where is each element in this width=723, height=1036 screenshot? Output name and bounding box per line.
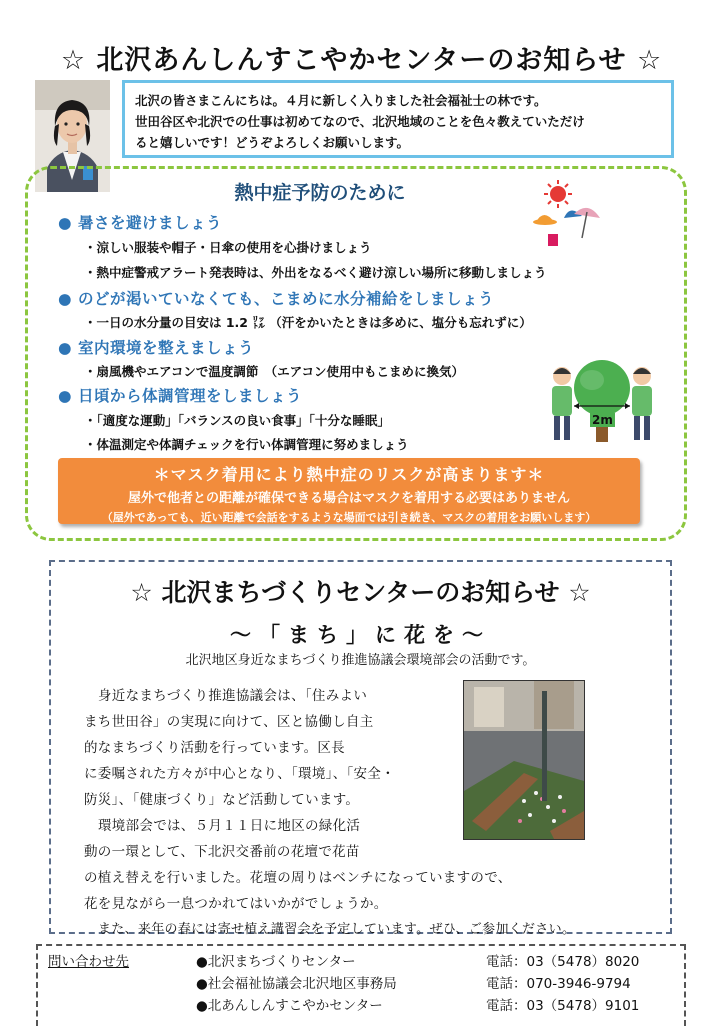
body-line: 動の一環として、下北沢交番前の花壇で花苗 — [84, 844, 360, 860]
machizukuri-subtitle: ～「まち」に花を～ — [230, 623, 491, 647]
machizukuri-lead: 北沢地区身近なまちづくり推進協議会環境部会の活動です。 — [185, 653, 536, 668]
heat-item: ・扇風機やエアコンで温度調節 （エアコン使用中もこまめに換気） — [84, 364, 465, 379]
contact-phone: 電話：070-3946-9794 — [486, 976, 631, 992]
body-line: の植え替えを行いました。花壇の周りはベンチになっていますので、 — [84, 870, 512, 886]
heat-item: ・体温測定や体調チェックを行い体調管理に努めましょう — [84, 437, 409, 452]
body-line: 環境部会では、５月１１日に地区の緑化活 — [98, 818, 361, 834]
page-title: ☆ 北沢あんしんすこやかセンターのお知らせ ☆ — [60, 45, 663, 76]
social-distance-illustration — [548, 358, 658, 444]
body-line: 花を見ながら一息つかれてはいかがでしょうか。 — [84, 896, 388, 912]
mask-warning-note: （屋外であっても、近い距離で会話をするような場面では引き続き、マスクの着用をお願いします） — [101, 511, 597, 524]
heat-item: ・涼しい服装や帽子・日傘の使用を心掛けましょう — [84, 240, 372, 255]
heat-item: ・熱中症警戒アラート発表時は、外出をなるべく避け涼しい場所に移動しましょう — [84, 265, 547, 280]
heatstroke-title: 熱中症予防のために — [234, 182, 406, 204]
mask-warning-line: 屋外で他者との距離が確保できる場合はマスクを着用する必要はありません — [127, 491, 570, 506]
machizukuri-title: ☆ 北沢まちづくりセンターのお知らせ ☆ — [130, 578, 591, 607]
contact-name: ●北沢まちづくりセンター — [196, 954, 356, 970]
contact-phone: 電話：03（5478）8020 — [486, 954, 640, 970]
heat-item: ・一日の水分量の目安は 1.2 ㍑ （汗をかいたときは多めに、塩分も忘れずに） — [84, 315, 532, 330]
body-line: に委嘱された方々が中心となり、「環境」、「安全・ — [84, 766, 395, 782]
mask-warning-title: ＊マスク着用により熱中症のリスクが高まります＊ — [153, 465, 545, 484]
body-line: また、来年の春には寄せ植え講習会を予定しています。ぜひ、ご参加ください。 — [98, 922, 576, 937]
contact-title: 問い合わせ先 — [48, 954, 129, 970]
intro-box — [122, 80, 674, 158]
contact-name: ●北あんしんすこやかセンター — [196, 998, 383, 1014]
sun-hat-parasol-icon — [530, 178, 602, 250]
intro-line: ると嬉しいです！どうぞよろしくお願いします。 — [135, 135, 410, 150]
mask-warning-banner — [58, 458, 640, 524]
heat-heading-4: ● 日頃から体調管理をしましょう — [58, 387, 303, 405]
flowerbed-photo — [463, 680, 585, 840]
intro-line: 北沢の皆さまこんにちは。４月に新しく入りました社会福祉士の林です。 — [135, 93, 547, 108]
contact-phone: 電話：03（5478）9101 — [486, 998, 640, 1014]
distance-label: 2m — [592, 413, 613, 427]
heat-heading-3: ● 室内環境を整えましょう — [58, 339, 255, 357]
heat-item: ・「適度な運動」「バランスの良い食事」「十分な睡眠」 — [84, 413, 390, 428]
contact-name: ●社会福祉協議会北沢地区事務局 — [196, 976, 397, 992]
body-line: 的なまちづくり活動を行っています。区長 — [84, 740, 345, 756]
body-line: まち世田谷」の実現に向けて、区と協働し自主 — [84, 714, 374, 730]
heat-heading-2: ● のどが渇いていなくても、こまめに水分補給をしましょう — [58, 290, 495, 308]
heat-heading-1: ● 暑さを避けましょう — [58, 214, 223, 232]
body-line: 防災」、「健康づくり」など活動しています。 — [84, 792, 360, 808]
body-line: 身近なまちづくり推進協議会は、「住みよい — [98, 688, 368, 704]
intro-line: 世田谷区や北沢での仕事は初めてなので、北沢地域のことを色々教えていただけ — [135, 114, 585, 129]
